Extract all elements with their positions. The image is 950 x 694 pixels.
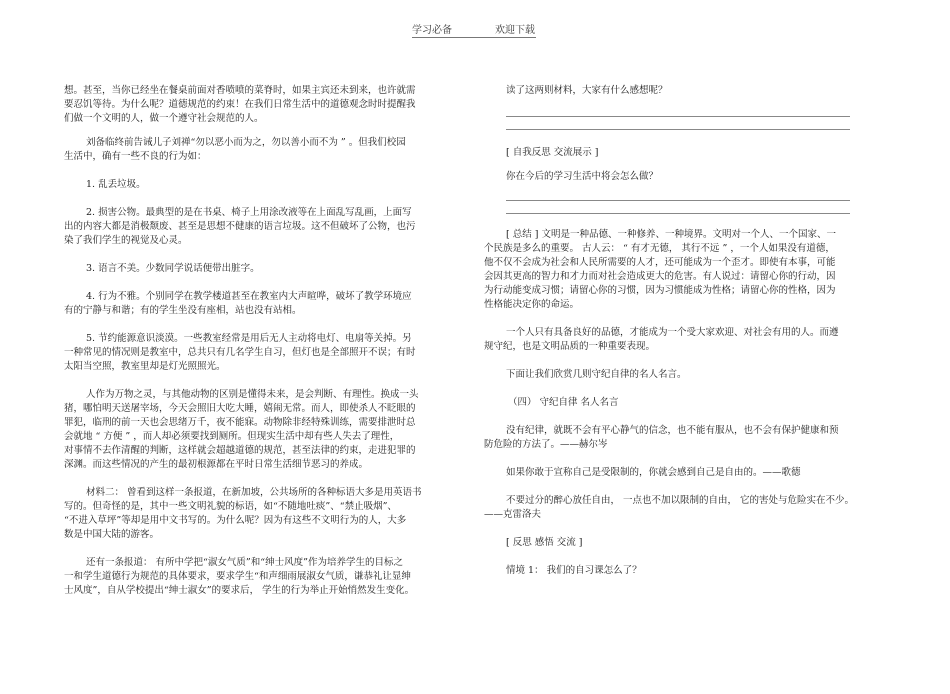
quote-herzen: 没有纪律，就既不会有平心静气的信念，也不能有服从，也不会有保护健康和预 防危险的方法了。——赫尔岑	[484, 425, 839, 450]
paragraph-good-character: 一个人只有具备良好的品德，才能成为一个受大家欢迎、对社会有用的人。而遵 规守纪，也是文明品质的一种重要表现。	[484, 327, 839, 352]
quote-krylov: 不要过分的醉心放任自由， 一点也不加以限制的自由， 它的害处与危险实在不少。 ——克雷洛夫	[484, 495, 855, 520]
section-quotes-heading: （四） 守纪自律 名人名言	[508, 397, 619, 408]
list-item-2: 2. 损害公物。最典型的是在书桌、椅子上用涂改液等在上面乱写乱画，上面写 出的内容大都是消极颓废、甚至是思想不健康的语言垃圾。这不但破坏了公物，也污 染了我们学生的视觉及心灵。	[64, 207, 416, 246]
left-column	[64, 84, 450, 598]
scenario-one: 情境 1： 我们的自习课怎么了？	[506, 565, 642, 576]
header-right-text: 欢迎下载	[495, 25, 535, 36]
list-item-3: 3. 语言不美。少数同学说话便带出脏字。	[86, 263, 260, 274]
list-item-5: 5. 节约能源意识淡漠。一些教室经常是用后无人主动将电灯、电扇等关掉。另 一种常见的情况则是教室中，总共只有几名学生自习，但灯也是全部照开不误；有时 太阳当空照，教室里却是灯光照照光。	[64, 333, 416, 372]
paragraph-opening: 想。甚至，当你已经坐在餐桌前面对香喷喷的菜脊时，如果主宾还未到来，也许就需 要忍饥等待。为什么呢？道德规范的约束！在我们日常生活中的道德观念时时提醒我 们做一个文明的人，做一个遵守社会规范的人。	[64, 85, 416, 124]
list-item-1: 1. 乱丢垃圾。	[86, 179, 146, 190]
section-self-reflection: [ 自我反思 交流展示 ]	[506, 147, 599, 158]
right-column	[484, 84, 864, 578]
question-future: 你在今后的学习生活中将会怎么做？	[506, 171, 659, 182]
paragraph-reason: 人作为万物之灵，与其他动物的区别是懂得未来，是会判断、有理性。换成一头 猪，哪怕明天送屠宰场，今天会照旧大吃大睡，嬉闹无常。而人，即使杀人不眨眼的 罪犯，临刑的前一天也会思绪万千，夜不能寐。动物除非经特殊训练，需要排泄时总 会就地 “ 方便 ” ，而人却必须要找到厕所。但现实生活中却有些人失去了理性， 对事情不去作清醒的判断，这样就会超越道德的规范，甚至法律的约束，走进犯罪的 深渊。而这些情况的产生的最初根源都在平时日常生活细节恶习的养成。	[64, 389, 419, 470]
paragraph-material-two: 材料二： 曾看到这样一条报道，在新加坡，公共场所的各种标语大多是用英语书 写的。但奇怪的是，其中一些文明礼貌的标语，如“不随地吐痰”、“禁止吸烟”、 “不进入草坪”等却是用中文书写的。为什么呢？因为有这些不文明行为的人，大多 数是中国大陆的游客。	[64, 487, 422, 540]
paragraph-quotes-intro: 下面让我们欣赏几则守纪自律的名人名言。	[506, 369, 687, 380]
header-underline	[412, 37, 536, 38]
list-item-4: 4. 行为不雅。个别同学在教学楼道甚至在教室内大声暄哗，破坏了教学环境应 有的宁静与和谐；有的学生坐没有座相，站也没有站相。	[64, 291, 412, 316]
section-reflect-share: [ 反思 感悟 交流 ]	[506, 537, 583, 548]
header-left-text: 学习必备	[412, 25, 452, 36]
question-reading: 读了这两则材料，大家有什么感想呢？	[506, 85, 668, 96]
quote-goethe: 如果你敢于宣称自己是受限制的，你就会感到自己是自由的。——歌德	[506, 467, 801, 478]
paragraph-summary: [ 总结 ] 文明是一种品德、一种修养、一种境界。文明对一个人、一个国家、一 个民族是多么的重要。 古人云： “ 有才无德， 其行不远 ” ，一个人如果没有道德， 他不仅不会成为社会和人民所需要的人才，还可能成为一个歪才。即使有本事，可能 会因其更高的智力和才力而对社会造成更大的危害。有人说过：请留心你的行动，因 为行动能变成习惯；请留心你的习惯，因为习惯能成为性格；请留心你的性格，因为 性格能决定你的命运。	[484, 229, 836, 310]
paragraph-another-report: 还有一条报道： 有所中学把“淑女气质”和“绅士风度”作为培养学生的目标之 一和学生道德行为规范的具体要求，要求学生“和声细雨展淑女气质，谦恭礼让显绅 士风度”，自从学校提出“绅士淑女”的要求后， 学生的行为举止开始悄然发生变化。	[64, 557, 415, 596]
paragraph-liubei: 刘备临终前告诫儿子刘禅“勿以恶小而为之，勿以善小而不为 ” 。但我们校园 生活中，确有一些不良的行为如：	[64, 137, 406, 162]
